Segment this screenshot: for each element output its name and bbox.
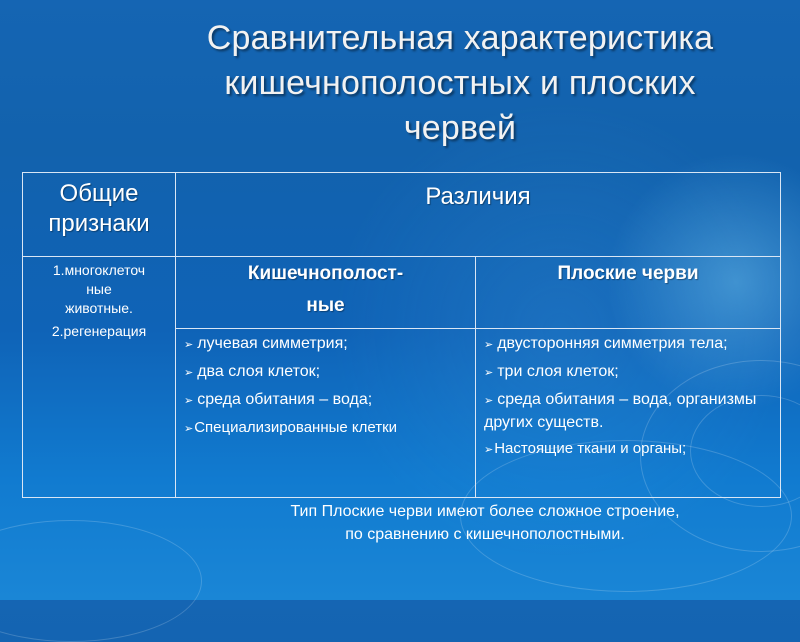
feature-text: среда обитания – вода; <box>197 391 373 408</box>
feature-text: Настоящие ткани и органы; <box>494 440 687 457</box>
arrow-bullet-icon: ➢ <box>184 339 194 351</box>
conclusion-line: по сравнению с кишечнополостными. <box>345 526 625 543</box>
common-features-cell <box>23 257 176 498</box>
feature-text: два слоя клеток; <box>197 363 321 380</box>
arrow-bullet-icon: ➢ <box>184 367 194 379</box>
arrow-bullet-icon: ➢ <box>184 395 194 407</box>
feature-item <box>184 361 471 384</box>
feature-item <box>484 361 776 384</box>
feature-text: три слоя клеток; <box>497 363 619 380</box>
common-feature-line: животные. <box>65 300 133 316</box>
conclusion-line: Тип Плоские черви имеют более сложное строение, <box>290 503 680 520</box>
title-line: кишечнополостных и плоских <box>224 64 696 102</box>
header-common-features <box>23 173 176 257</box>
title-line: Сравнительная характеристика <box>206 19 714 57</box>
group-heading-line: Кишечнополост- <box>247 263 404 284</box>
title-line: червей <box>403 109 517 147</box>
cnidarian-features-cell <box>176 329 476 498</box>
feature-item <box>484 438 776 461</box>
comparison-table <box>22 172 781 498</box>
feature-text: среда обитания – вода, организмы других существ. <box>484 391 757 431</box>
feature-item <box>484 389 776 433</box>
common-feature-line: 1.многоклеточ <box>52 262 146 278</box>
common-feature-line: ные <box>86 281 112 297</box>
common-feature-item <box>23 261 175 318</box>
feature-text: Специализированные клетки <box>194 419 398 436</box>
flatworm-features-cell <box>476 329 781 498</box>
common-feature-line: 2.регенерация <box>51 323 147 339</box>
feature-text: двусторонняя симметрия тела; <box>497 335 728 352</box>
arrow-bullet-icon: ➢ <box>484 339 494 351</box>
feature-item <box>184 333 471 356</box>
arrow-bullet-icon: ➢ <box>484 367 494 379</box>
feature-item <box>484 333 776 356</box>
group-heading-cnidarians <box>176 257 476 329</box>
header-common-line: Общие <box>59 180 139 207</box>
group-heading-flatworms <box>476 257 781 329</box>
group-heading-line: ные <box>306 295 345 316</box>
arrow-bullet-icon: ➢ <box>484 444 494 456</box>
feature-text: лучевая симметрия; <box>197 335 348 352</box>
slide-title <box>150 16 770 151</box>
common-feature-item <box>23 322 175 341</box>
group-heading-line: Плоские черви <box>557 263 699 284</box>
arrow-bullet-icon: ➢ <box>184 423 194 435</box>
arrow-bullet-icon: ➢ <box>484 395 494 407</box>
header-common-line: признаки <box>48 210 150 237</box>
conclusion-text <box>200 500 770 546</box>
ripple-decoration <box>0 520 202 642</box>
feature-item <box>184 389 471 412</box>
header-differences: Различия <box>176 173 781 257</box>
feature-item <box>184 417 471 440</box>
